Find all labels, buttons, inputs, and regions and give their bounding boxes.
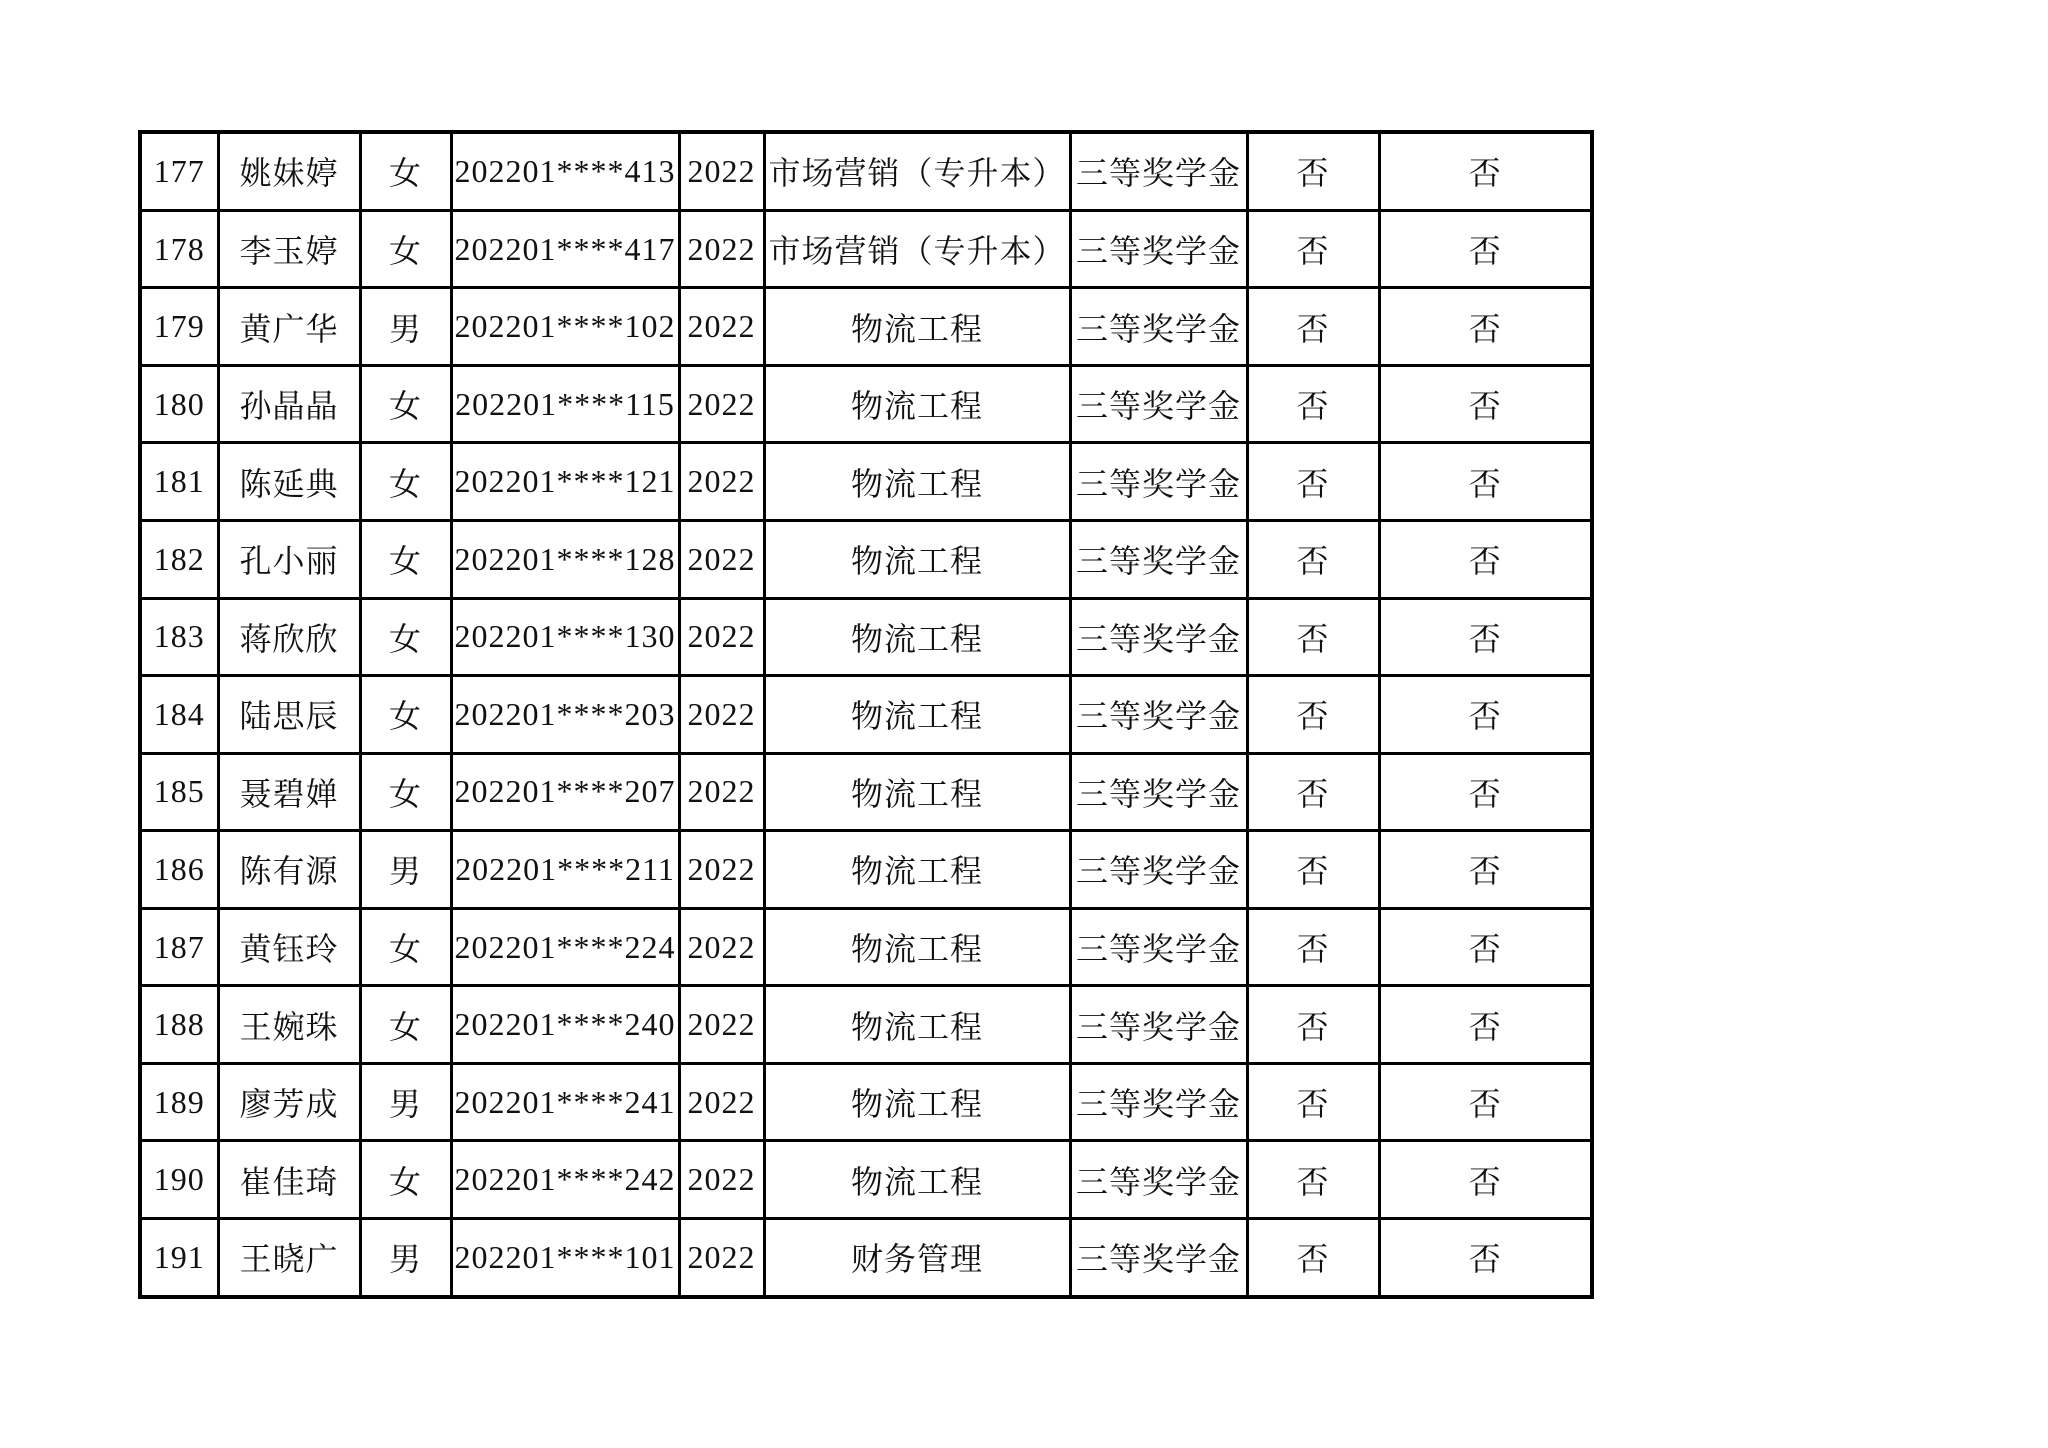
table-cell: 否 xyxy=(1379,443,1592,521)
table-cell: 202201****224 xyxy=(451,908,679,986)
table-cell: 否 xyxy=(1379,1063,1592,1141)
table-row xyxy=(140,210,1592,288)
table-cell: 崔佳琦 xyxy=(218,1141,360,1219)
table-cell: 陆思辰 xyxy=(218,676,360,754)
table-cell: 蒋欣欣 xyxy=(218,598,360,676)
table-cell: 三等奖学金 xyxy=(1070,676,1247,754)
table-cell: 三等奖学金 xyxy=(1070,908,1247,986)
table-cell: 202201****130 xyxy=(451,598,679,676)
table-cell: 物流工程 xyxy=(764,831,1070,909)
table-cell: 否 xyxy=(1379,132,1592,210)
table-cell: 市场营销（专升本） xyxy=(764,210,1070,288)
table-cell: 物流工程 xyxy=(764,753,1070,831)
table-cell: 姚妹婷 xyxy=(218,132,360,210)
table-cell: 2022 xyxy=(679,132,764,210)
table-cell: 186 xyxy=(140,831,218,909)
table-cell: 三等奖学金 xyxy=(1070,288,1247,366)
table-cell: 物流工程 xyxy=(764,676,1070,754)
table-cell: 物流工程 xyxy=(764,908,1070,986)
table-cell: 2022 xyxy=(679,1063,764,1141)
table-cell: 否 xyxy=(1247,443,1379,521)
table-cell: 否 xyxy=(1247,676,1379,754)
table-cell: 王婉珠 xyxy=(218,986,360,1064)
table-cell: 否 xyxy=(1379,521,1592,599)
table-cell: 否 xyxy=(1247,1141,1379,1219)
table-row xyxy=(140,986,1592,1064)
table-cell: 2022 xyxy=(679,676,764,754)
table-cell: 177 xyxy=(140,132,218,210)
table-cell: 2022 xyxy=(679,908,764,986)
table-cell: 2022 xyxy=(679,986,764,1064)
table-cell: 女 xyxy=(360,598,451,676)
table-row xyxy=(140,598,1592,676)
table-cell: 否 xyxy=(1247,1218,1379,1297)
table-cell: 否 xyxy=(1247,132,1379,210)
table-cell: 185 xyxy=(140,753,218,831)
table-cell: 202201****211 xyxy=(451,831,679,909)
table-row xyxy=(140,132,1592,210)
table-cell: 女 xyxy=(360,986,451,1064)
table-cell: 否 xyxy=(1247,288,1379,366)
table-cell: 三等奖学金 xyxy=(1070,443,1247,521)
table-cell: 202201****121 xyxy=(451,443,679,521)
table-cell: 女 xyxy=(360,1141,451,1219)
table-cell: 女 xyxy=(360,676,451,754)
table-row xyxy=(140,831,1592,909)
table-cell: 廖芳成 xyxy=(218,1063,360,1141)
table-cell: 黄钰玲 xyxy=(218,908,360,986)
table-cell: 2022 xyxy=(679,1141,764,1219)
table-cell: 三等奖学金 xyxy=(1070,1218,1247,1297)
table-cell: 181 xyxy=(140,443,218,521)
table-cell: 179 xyxy=(140,288,218,366)
table-cell: 男 xyxy=(360,288,451,366)
table-cell: 物流工程 xyxy=(764,986,1070,1064)
table-cell: 三等奖学金 xyxy=(1070,132,1247,210)
table-cell: 202201****241 xyxy=(451,1063,679,1141)
table-cell: 2022 xyxy=(679,598,764,676)
table-cell: 2022 xyxy=(679,288,764,366)
table-cell: 202201****240 xyxy=(451,986,679,1064)
table-cell: 否 xyxy=(1379,288,1592,366)
table-cell: 李玉婷 xyxy=(218,210,360,288)
table-cell: 否 xyxy=(1247,598,1379,676)
table-cell: 物流工程 xyxy=(764,521,1070,599)
table-cell: 三等奖学金 xyxy=(1070,365,1247,443)
table-cell: 女 xyxy=(360,365,451,443)
table-cell: 女 xyxy=(360,908,451,986)
table-cell: 202201****242 xyxy=(451,1141,679,1219)
table-cell: 三等奖学金 xyxy=(1070,521,1247,599)
table-cell: 女 xyxy=(360,521,451,599)
table-cell: 2022 xyxy=(679,210,764,288)
table-cell: 男 xyxy=(360,831,451,909)
table-row xyxy=(140,1218,1592,1297)
table-cell: 黄广华 xyxy=(218,288,360,366)
table-cell: 否 xyxy=(1379,986,1592,1064)
table-cell: 三等奖学金 xyxy=(1070,831,1247,909)
table-cell: 否 xyxy=(1379,210,1592,288)
table-cell: 2022 xyxy=(679,443,764,521)
table-cell: 2022 xyxy=(679,753,764,831)
table-row xyxy=(140,676,1592,754)
table-cell: 财务管理 xyxy=(764,1218,1070,1297)
table-cell: 孙晶晶 xyxy=(218,365,360,443)
table-cell: 物流工程 xyxy=(764,288,1070,366)
table-cell: 陈延典 xyxy=(218,443,360,521)
table-cell: 2022 xyxy=(679,521,764,599)
table-cell: 否 xyxy=(1247,831,1379,909)
table-row xyxy=(140,1063,1592,1141)
table-cell: 否 xyxy=(1247,753,1379,831)
table-cell: 男 xyxy=(360,1218,451,1297)
table-cell: 王晓广 xyxy=(218,1218,360,1297)
table-body xyxy=(140,132,1592,1297)
table-cell: 否 xyxy=(1379,908,1592,986)
table-cell: 女 xyxy=(360,210,451,288)
table-cell: 否 xyxy=(1247,908,1379,986)
table-cell: 2022 xyxy=(679,365,764,443)
table-cell: 聂碧婵 xyxy=(218,753,360,831)
table-cell: 202201****417 xyxy=(451,210,679,288)
table-cell: 物流工程 xyxy=(764,365,1070,443)
table-cell: 市场营销（专升本） xyxy=(764,132,1070,210)
table-cell: 否 xyxy=(1379,1218,1592,1297)
table-cell: 2022 xyxy=(679,1218,764,1297)
table-cell: 三等奖学金 xyxy=(1070,1141,1247,1219)
table-cell: 191 xyxy=(140,1218,218,1297)
table-cell: 三等奖学金 xyxy=(1070,210,1247,288)
table-cell: 180 xyxy=(140,365,218,443)
table-cell: 陈有源 xyxy=(218,831,360,909)
table-cell: 178 xyxy=(140,210,218,288)
table-row xyxy=(140,1141,1592,1219)
table-cell: 202201****207 xyxy=(451,753,679,831)
table-cell: 三等奖学金 xyxy=(1070,986,1247,1064)
table-cell: 190 xyxy=(140,1141,218,1219)
table-cell: 202201****413 xyxy=(451,132,679,210)
table-cell: 否 xyxy=(1379,753,1592,831)
table-cell: 202201****102 xyxy=(451,288,679,366)
table-cell: 女 xyxy=(360,443,451,521)
table-row xyxy=(140,288,1592,366)
table-cell: 202201****128 xyxy=(451,521,679,599)
table-cell: 三等奖学金 xyxy=(1070,753,1247,831)
table-cell: 女 xyxy=(360,132,451,210)
table-cell: 否 xyxy=(1247,210,1379,288)
table-cell: 189 xyxy=(140,1063,218,1141)
table-row xyxy=(140,908,1592,986)
table-cell: 182 xyxy=(140,521,218,599)
table-cell: 否 xyxy=(1247,986,1379,1064)
table-cell: 202201****203 xyxy=(451,676,679,754)
table-cell: 188 xyxy=(140,986,218,1064)
table-cell: 2022 xyxy=(679,831,764,909)
table-cell: 物流工程 xyxy=(764,443,1070,521)
table-row xyxy=(140,365,1592,443)
table-cell: 否 xyxy=(1247,1063,1379,1141)
table-cell: 202201****115 xyxy=(451,365,679,443)
table-cell: 否 xyxy=(1379,1141,1592,1219)
table-cell: 三等奖学金 xyxy=(1070,1063,1247,1141)
table-cell: 男 xyxy=(360,1063,451,1141)
table-cell: 孔小丽 xyxy=(218,521,360,599)
table-cell: 否 xyxy=(1379,831,1592,909)
table-cell: 否 xyxy=(1379,676,1592,754)
table-cell: 物流工程 xyxy=(764,1063,1070,1141)
table-cell: 女 xyxy=(360,753,451,831)
table-cell: 否 xyxy=(1379,598,1592,676)
scholarship-table xyxy=(138,130,1594,1299)
table-cell: 否 xyxy=(1247,521,1379,599)
table-cell: 183 xyxy=(140,598,218,676)
table-cell: 202201****101 xyxy=(451,1218,679,1297)
table-cell: 物流工程 xyxy=(764,1141,1070,1219)
table-cell: 187 xyxy=(140,908,218,986)
table-row xyxy=(140,521,1592,599)
table-cell: 否 xyxy=(1379,365,1592,443)
table-row xyxy=(140,443,1592,521)
table-cell: 物流工程 xyxy=(764,598,1070,676)
table-cell: 否 xyxy=(1247,365,1379,443)
table-cell: 三等奖学金 xyxy=(1070,598,1247,676)
table-cell: 184 xyxy=(140,676,218,754)
table-row xyxy=(140,753,1592,831)
